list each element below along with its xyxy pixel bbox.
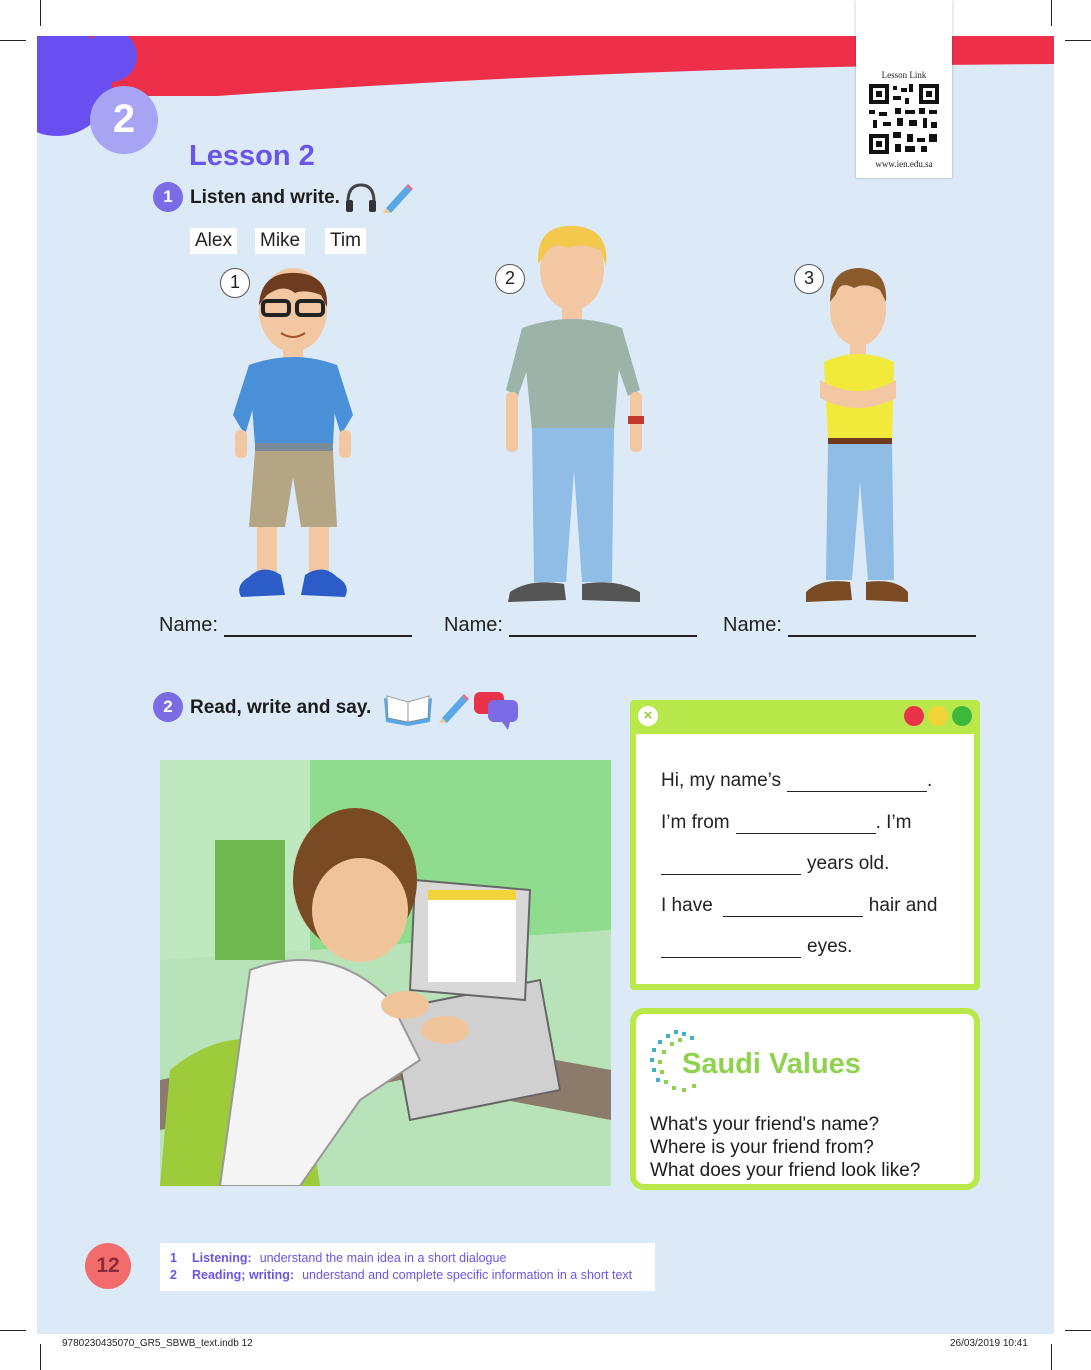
text-fragment: eyes. — [807, 936, 853, 957]
crop-mark — [0, 1330, 26, 1331]
answer-blank[interactable] — [661, 940, 801, 958]
lesson-link-url[interactable]: www.ien.edu.sa — [875, 159, 933, 169]
learning-objectives — [160, 1243, 655, 1291]
text-fragment: years old. — [807, 853, 890, 874]
crop-mark — [1051, 1344, 1052, 1370]
exercise-2-number: 2 — [153, 692, 183, 722]
word-bank-item: Alex — [190, 228, 237, 254]
crop-mark — [1051, 0, 1052, 26]
objective-row — [170, 1251, 645, 1265]
saudi-values-question: What does your friend look like? — [650, 1160, 921, 1181]
name-blank[interactable] — [788, 617, 976, 637]
picture-number: 1 — [220, 268, 250, 298]
objective-number: 2 — [170, 1268, 177, 1282]
name-label: Name: — [159, 614, 218, 636]
name-answer-line[interactable] — [159, 614, 412, 637]
window-green-dot[interactable] — [952, 706, 972, 726]
boy-2-illustration — [490, 220, 660, 610]
page-number: 12 — [85, 1243, 131, 1289]
window-yellow-dot[interactable] — [928, 706, 948, 726]
answer-blank[interactable] — [723, 899, 863, 917]
word-bank-item: Mike — [255, 228, 305, 254]
text-line — [661, 936, 852, 958]
saudi-values-question: What's your friend's name? — [650, 1114, 880, 1135]
unit-number-badge: 2 — [90, 86, 158, 154]
name-label: Name: — [723, 614, 782, 636]
boy-at-laptop-illustration — [160, 760, 611, 1186]
saudi-values-question: Where is your friend from? — [650, 1137, 874, 1158]
headphones-icon — [344, 182, 378, 214]
name-label: Name: — [444, 614, 503, 636]
speech-bubbles-icon — [472, 690, 520, 732]
objective-text: understand the main idea in a short dialogue — [259, 1251, 507, 1265]
fill-in-window — [630, 700, 980, 990]
saudi-values-title: Saudi Values — [682, 1048, 861, 1080]
print-file-info: 9780230435070_GR5_SBWB_text.indb 12 — [62, 1338, 253, 1349]
window-content — [636, 734, 974, 984]
name-blank[interactable] — [509, 617, 697, 637]
name-blank[interactable] — [224, 617, 412, 637]
pencil-icon — [380, 180, 414, 214]
crop-mark — [40, 0, 41, 26]
window-red-dot[interactable] — [904, 706, 924, 726]
crop-mark — [1065, 1330, 1091, 1331]
lesson-title: Lesson 2 — [189, 140, 315, 172]
text-fragment: . — [927, 770, 933, 791]
boy-1-illustration — [205, 265, 380, 610]
objective-row — [170, 1268, 645, 1282]
name-answer-line[interactable] — [444, 614, 697, 637]
book-icon — [382, 690, 434, 726]
answer-blank[interactable] — [787, 774, 927, 792]
picture-number: 2 — [495, 264, 525, 294]
text-line — [661, 895, 937, 917]
lesson-link-card[interactable] — [856, 0, 952, 178]
text-fragment: . I’m — [875, 812, 912, 833]
qr-code-icon[interactable] — [869, 84, 939, 154]
text-fragment: I’m from — [661, 812, 730, 833]
saudi-values-box — [630, 1008, 980, 1190]
exercise-1-instruction: Listen and write. — [190, 187, 340, 208]
text-line — [661, 812, 912, 834]
objective-label: Reading; writing: — [192, 1268, 295, 1282]
crop-mark — [1065, 40, 1091, 41]
boy-3-illustration — [800, 262, 915, 610]
answer-blank[interactable] — [736, 816, 876, 834]
text-fragment: I have — [661, 895, 713, 916]
answer-blank[interactable] — [661, 857, 801, 875]
exercise-1-number: 1 — [153, 182, 183, 212]
exercise-2-instruction: Read, write and say. — [190, 697, 372, 718]
name-answer-line[interactable] — [723, 614, 976, 637]
pencil-icon — [436, 690, 470, 724]
text-line — [661, 853, 889, 875]
close-icon[interactable]: × — [638, 706, 658, 726]
objective-number: 1 — [170, 1251, 177, 1265]
text-fragment: Hi, my name’s — [661, 770, 782, 791]
text-fragment: hair and — [868, 895, 938, 916]
word-bank-item: Tim — [325, 228, 366, 254]
objective-text: understand and complete specific information in a short text — [302, 1268, 633, 1282]
print-date-info: 26/03/2019 10:41 — [950, 1338, 1028, 1349]
objective-label: Listening: — [192, 1251, 252, 1265]
crop-mark — [40, 1344, 41, 1370]
picture-number: 3 — [794, 264, 824, 294]
lesson-link-title: Lesson Link — [881, 70, 927, 80]
text-line — [661, 770, 932, 792]
crop-mark — [0, 40, 26, 41]
